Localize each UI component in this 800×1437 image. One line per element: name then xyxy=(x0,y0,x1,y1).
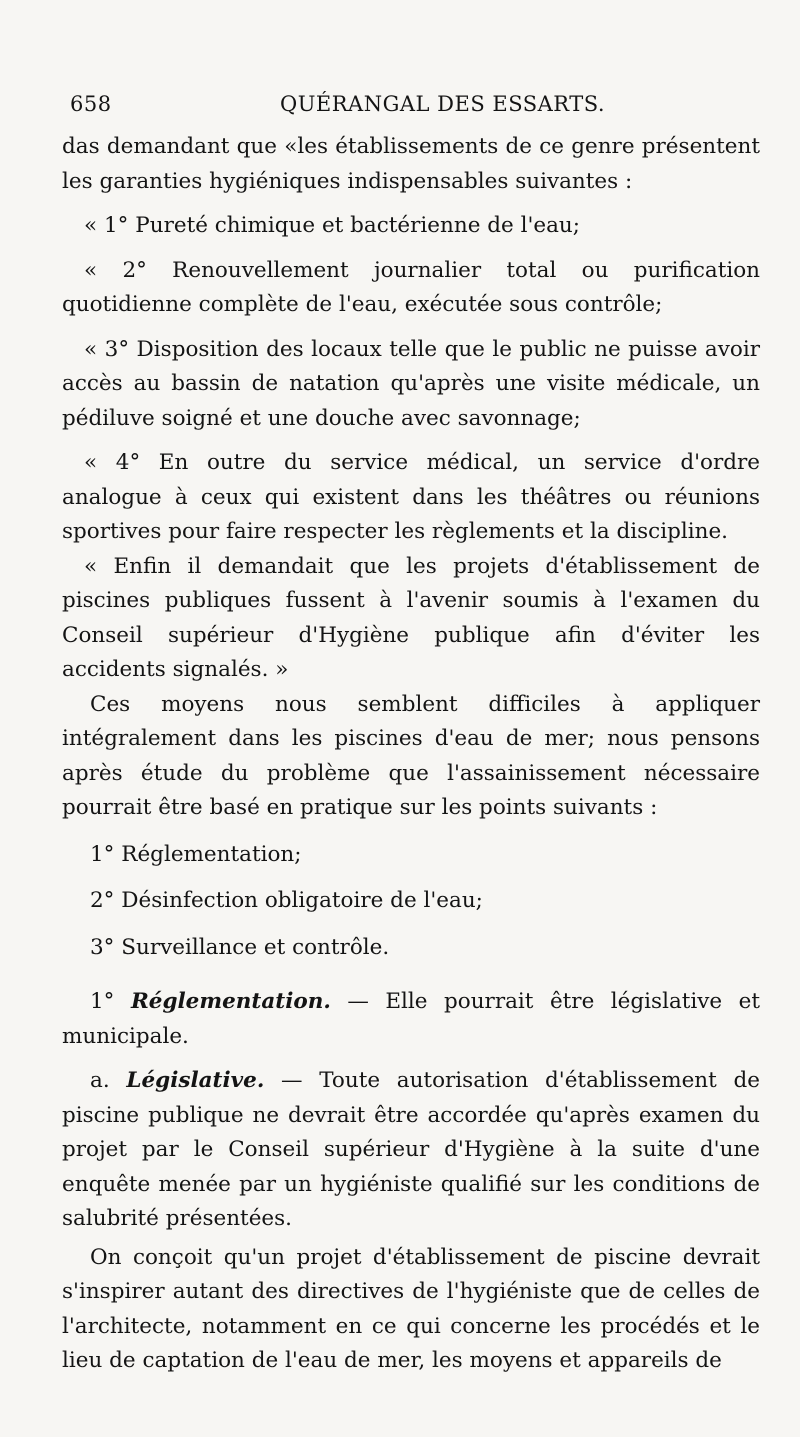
subsection-paragraph xyxy=(62,1064,760,1237)
section-heading: Réglementation. xyxy=(130,989,331,1014)
subsection-text: — Toute autorisation d'établissement de piscine publique ne devrait être accordée qu'après examen du projet par le Conseil supérieur d'Hygiène à la suite d'une enquête menée par un hygiéniste qualifié sur les conditions de salubrité présentées. xyxy=(62,1068,760,1231)
paragraph: Ces moyens nous semblent difficiles à appliquer intégralement dans les piscines d'eau de mer; nous pensons après étude du problème que l'assainissement nécessaire pourrait être basé en pratique sur les points suivants : xyxy=(62,691,760,820)
running-header xyxy=(70,92,760,122)
section-prefix: 1° xyxy=(90,989,131,1014)
quoted-paragraph: « Enfin il demandait que les projets d'établissement de piscines publiques fussent à l'avenir soumis à l'examen du Conseil supérieur d'Hygiène publique afin d'éviter les accidents signalés. » xyxy=(62,553,760,682)
subsection-prefix: a. xyxy=(90,1068,127,1093)
section-paragraph xyxy=(62,985,760,1054)
quoted-item: « 4° En outre du service médical, un service d'ordre analogue à ceux qui existent dans les théâtres ou réunions sportives pour faire respecter les règlements et la discipline. xyxy=(62,450,760,544)
paragraph: On conçoit qu'un projet d'établissement de piscine devrait s'inspirer autant des directives de l'hygiéniste que de celles de l'architecte, notamment en ce qui concerne les procédés et le lieu de captation de l'eau de mer, les moyens et appareils de xyxy=(62,1244,760,1373)
subsection-heading: Législative. xyxy=(126,1068,265,1093)
paragraph: das demandant que «les établissements de ce genre présentent les garanties hygiéniques indispensables suivantes : xyxy=(62,134,760,194)
list-item: 2° Désinfection obligatoire de l'eau; xyxy=(90,888,483,913)
list-item: 3° Surveillance et contrôle. xyxy=(90,934,390,960)
quoted-item: « 2° Renouvellement journalier total ou purification quotidienne complète de l'eau, exécutée sous contrôle; xyxy=(62,257,760,317)
section-text: — Elle pourrait être législative et municipale. xyxy=(62,989,761,1049)
list-item: 1° Réglementation; xyxy=(90,841,302,867)
quoted-item: « 3° Disposition des locaux telle que le public ne puisse avoir accès au bassin de natation qu'après une visite médicale, un pédiluve soigné et une douche avec savonnage; xyxy=(62,336,760,431)
quoted-item: « 1° Pureté chimique et bactérienne de l'eau; xyxy=(84,213,581,238)
page-number: 658 xyxy=(70,92,112,116)
running-title: QUÉRANGAL DES ESSARTS. xyxy=(280,92,606,116)
body-text xyxy=(62,130,760,1379)
